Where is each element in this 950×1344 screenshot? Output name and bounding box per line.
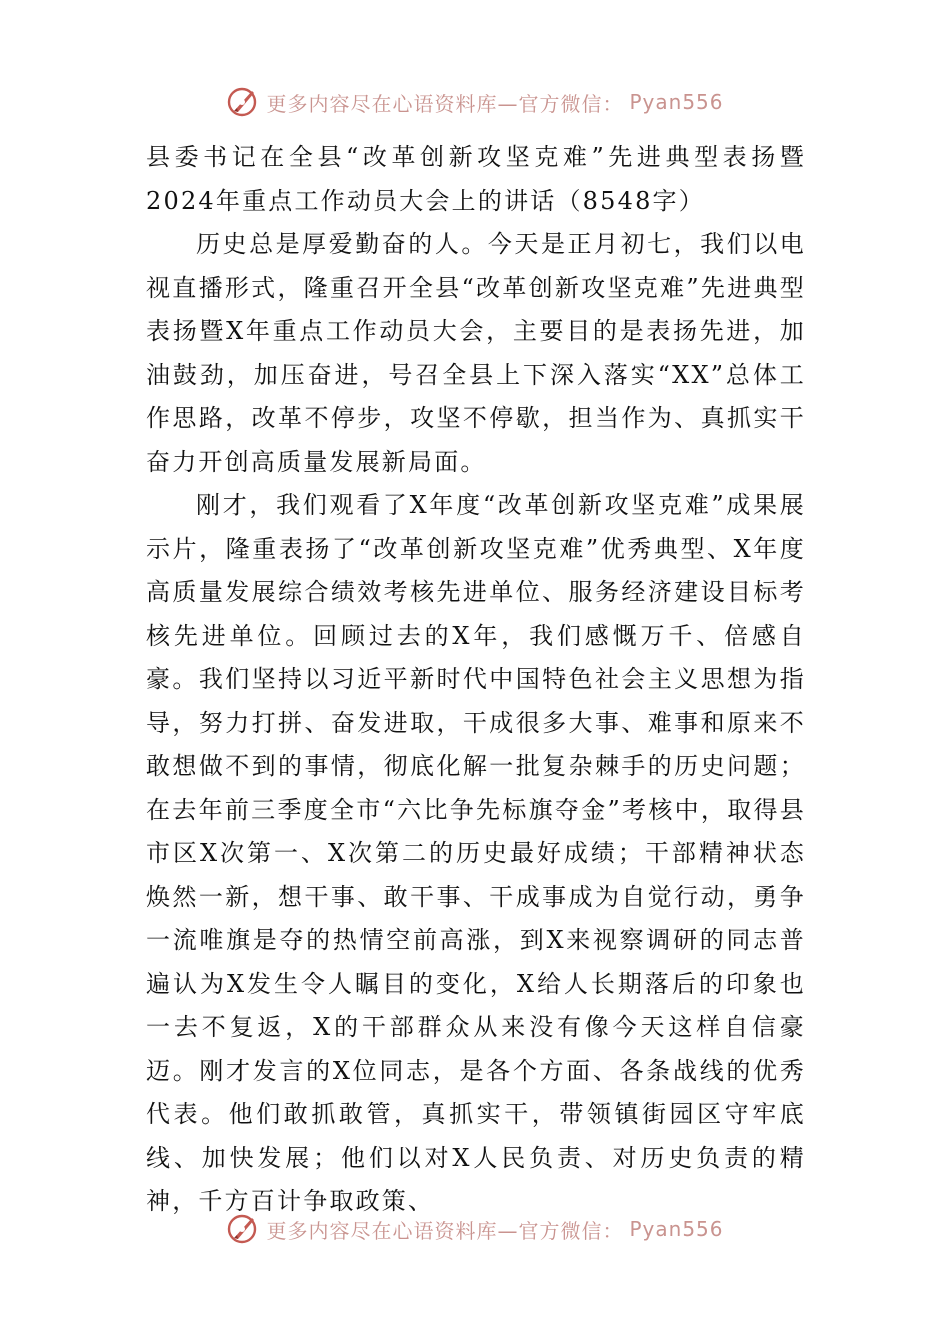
footer-watermark bbox=[0, 1209, 950, 1249]
paragraph-1: 历史总是厚爱勤奋的人。今天是正月初七，我们以电视直播形式，隆重召开全县“改革创新攻坚克难”先进典型表扬暨X年重点工作动员大会，主要目的是表扬先进，加油鼓劲，加压奋进，号召全县上下深入落实“XX”总体工作思路，改革不停步，攻坚不停歇，担当作为、真抓实干奋力开创高质量发展新局面。 bbox=[146, 230, 806, 476]
document-body bbox=[146, 136, 806, 1224]
watermark-text: 更多内容尽在心语资料库—官方微信： bbox=[266, 1218, 624, 1243]
paragraph-2: 刚才，我们观看了X年度“改革创新攻坚克难”成果展示片，隆重表扬了“改革创新攻坚克难”优秀典型、X年度高质量发展综合绩效考核先进单位、服务经济建设目标考核先进单位。回顾过去的X年，我们感慨万千、倍感自豪。我们坚持以习近平新时代中国特色社会主义思想为指导，努力打拼、奋发进取，干成很多大事、难事和原来不敢想做不到的事情，彻底化解一批复杂棘手的历史问题；在去年前三季度全市“六比争先标旗夺金”考核中，取得县市区X次第一、X次第二的历史最好成绩；干部精神状态焕然一新，想干事、敢干事、干成事成为自觉行动，勇争一流唯旗是夺的热情空前高涨，到X来视察调研的同志普遍认为X发生令人瞩目的变化，X给人长期落后的印象也一去不复返，X的干部群众从来没有像今天这样自信豪迈。刚才发言的X位同志，是各个方面、各条战线的优秀代表。他们敢抓敢管，真抓实干，带领镇街园区守牢底线、加快发展；他们以对X人民负责、对历史负责的精神，千方百计争取政策、 bbox=[146, 491, 806, 1215]
quill-logo-icon bbox=[226, 1212, 260, 1246]
watermark-wechat-id: Pyan556 bbox=[629, 1217, 724, 1241]
watermark-wechat-id: Pyan556 bbox=[629, 90, 724, 114]
header-watermark bbox=[0, 82, 950, 122]
watermark-text: 更多内容尽在心语资料库—官方微信： bbox=[266, 91, 624, 116]
quill-logo-icon bbox=[226, 85, 260, 119]
document-title: 县委书记在全县“改革创新攻坚克难”先进典型表扬暨2024年重点工作动员大会上的讲话（8548字） bbox=[146, 143, 806, 215]
